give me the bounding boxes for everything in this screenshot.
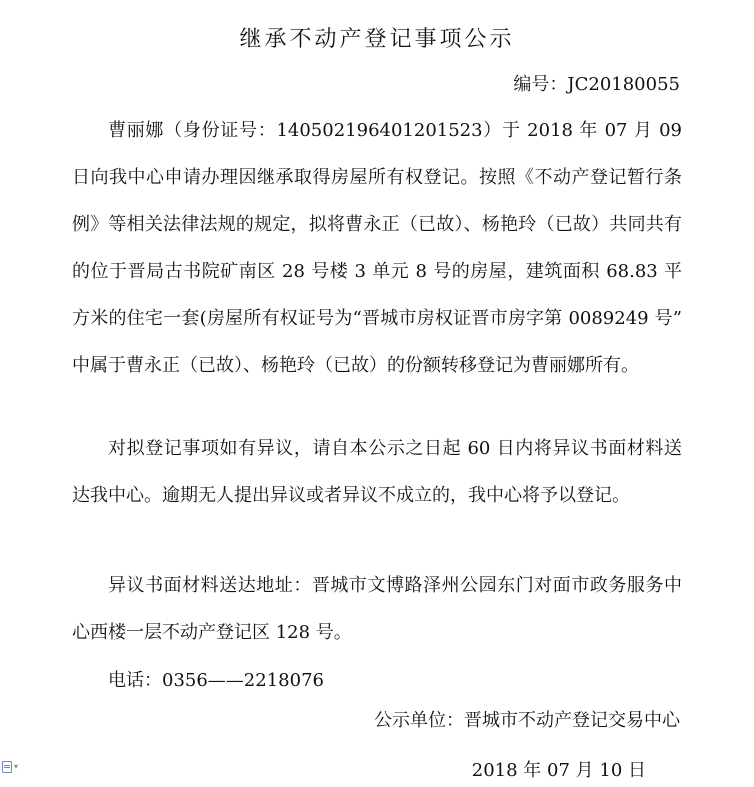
chevron-down-icon: ▾ [14, 762, 19, 771]
page-options-icon[interactable] [2, 760, 26, 774]
paragraph-address: 异议书面材料送达地址：晋城市文博路泽州公园东门对面市政务服务中心西楼一层不动产登记区 128 号。 [72, 575, 682, 643]
document-number: 编号：JC20180055 [513, 74, 680, 95]
contact-phone: 电话：0356——2218076 [108, 670, 324, 691]
publish-date: 2018 年 07 月 10 日 [471, 760, 646, 781]
paragraph-objection: 对拟登记事项如有异议，请自本公示之日起 60 日内将异议书面材料送达我中心。逾期无人提出异议或者异议不成立的，我中心将予以登记。 [72, 438, 682, 506]
paragraph-application: 曹丽娜（身份证号：140502196401201523）于 2018 年 07 月 09 日向我中心申请办理因继承取得房屋所有权登记。按照《不动产登记暂行条例》等相关法律法规的规定，拟将曹永正（已故）、杨艳玲（已故）共同共有的位于晋局古书院矿南区 28 号楼 3 单元 8 号的房屋，建筑面积 68.83 平方米的住宅一套(房屋所有权证号为“晋城市房权证晋市房字第 0089249 号” 中属于曹永正（已故）、杨艳玲（已故）的份额转移登记为曹丽娜所有。 [72, 120, 682, 376]
document-title: 继承不动产登记事项公示 [239, 27, 515, 52]
publisher: 公示单位：晋城市不动产登记交易中心 [374, 710, 680, 731]
document-page-icon [2, 761, 12, 773]
